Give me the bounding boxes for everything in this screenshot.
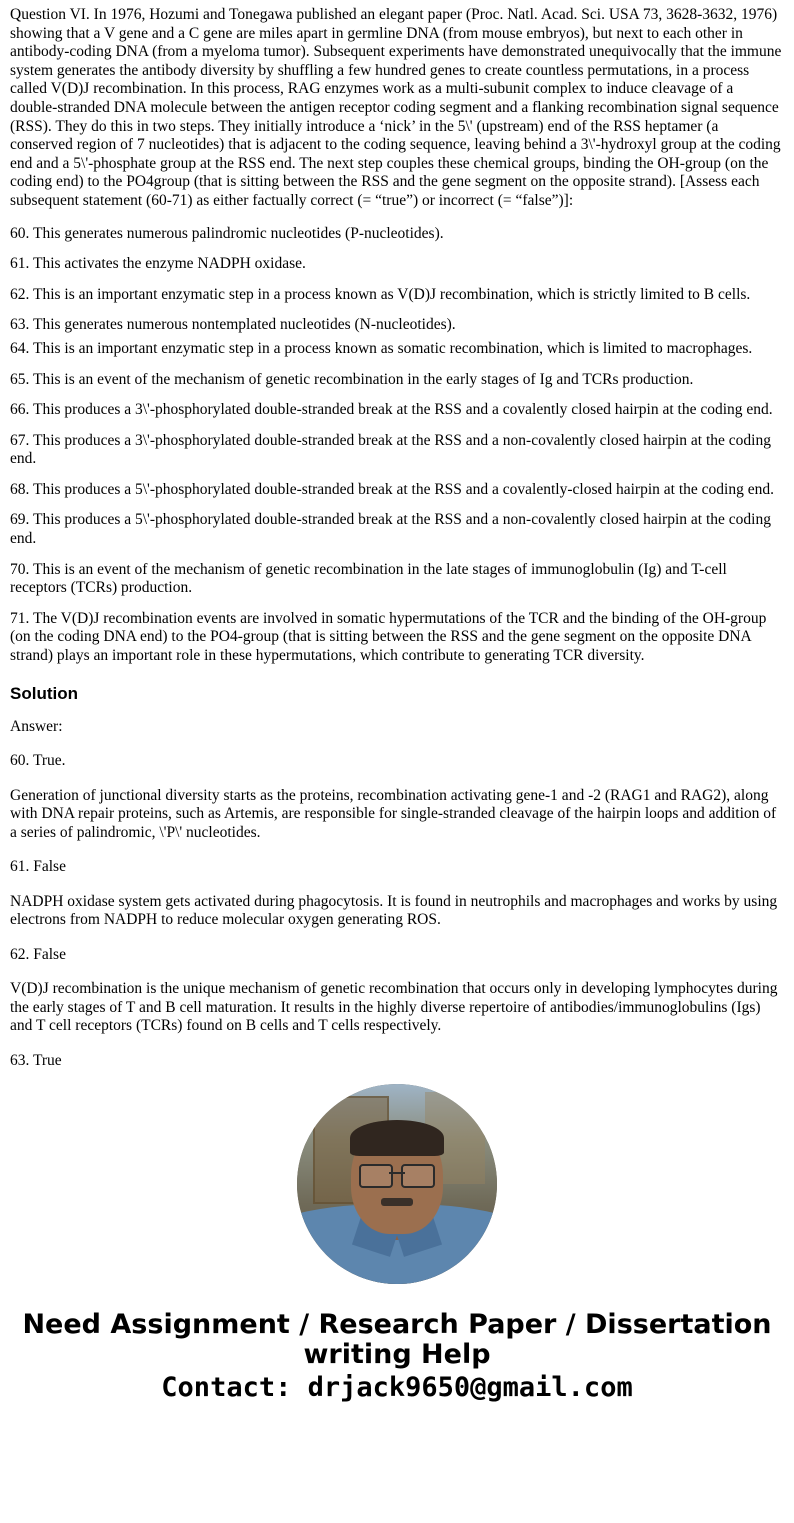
statement-69: 69. This produces a 5\'-phosphorylated double-stranded break at the RSS and a non-covalently closed hairpin at the coding end. [10,511,771,548]
statement-60: 60. This generates numerous palindromic nucleotides (P-nucleotides). [10,224,444,242]
avatar-glasses-right [401,1164,435,1188]
solution-heading: Solution [10,683,78,703]
avatar-glasses-left [359,1164,393,1188]
answer-explanation-62: V(D)J recombination is the unique mechanism of genetic recombination that occurs only in developing lymphocytes during the early stages of T and B cell maturation. It results in the highly diverse repertoire of antibodies/immunoglobulins (Igs) and T cell receptors (TCRs) found on B cells and T cells respectively. [10,980,778,1035]
statement-64: 64. This is an important enzymatic step in a process known as somatic recombination, which is limited to macrophages. [10,339,753,357]
statement-63: 63. This generates numerous nontemplated nucleotides (N-nucleotides). [10,316,456,334]
cta-contact: Contact: drjack9650@gmail.com [161,1372,633,1404]
statement-65: 65. This is an event of the mechanism of genetic recombination in the early stages of Ig and TCRs production. [10,370,694,388]
statement-62: 62. This is an important enzymatic step in a process known as V(D)J recombination, which is strictly limited to B cells. [10,285,751,303]
answer-explanation-60: Generation of junctional diversity starts as the proteins, recombination activating gene-1 and -2 (RAG1 and RAG2), along with DNA repair proteins, such as Artemis, are responsible for single-stranded cleavage of the hairpin loops and addition of a series of palindromic, \'P\' nucleotides. [10,786,777,841]
avatar [297,1084,497,1284]
avatar-moustache [381,1198,413,1206]
cta-line-1: Need Assignment / Research Paper / Dissertation [22,1308,772,1340]
answer-verdict-62: 62. False [10,945,66,963]
cta-line-2: writing Help [303,1339,491,1371]
cta-heading [10,1310,784,1370]
avatar-glasses-bridge [389,1172,405,1174]
answer-verdict-63-truncated: 63. True [10,1051,62,1066]
answer-explanation-61: NADPH oxidase system gets activated during phagocytosis. It is found in neutrophils and macrophages and works by using electrons from NADPH to reduce molecular oxygen generating ROS. [10,892,778,929]
statement-61: 61. This activates the enzyme NADPH oxidase. [10,255,306,273]
avatar-wrapper [10,1084,784,1284]
answer-verdict-61: 61. False [10,858,66,876]
avatar-hair [350,1120,444,1156]
statement-70: 70. This is an event of the mechanism of genetic recombination in the late stages of immunoglobulin (Ig) and T-cell receptors (TCRs) production. [10,560,727,597]
question-intro: Question VI. In 1976, Hozumi and Tonegawa published an elegant paper (Proc. Natl. Acad. Sci. USA 73, 3628-3632, 1976) showing that a V gene and a C gene are miles apart in germline DNA (from mouse embryos), but next to each other in antibody-coding DNA (from a myeloma tumor). Subsequent experiments have demonstrated unequivocally that the immune system generates the antibody diversity by shuffling a few hundred genes to create countless permutations, in a process called V(D)J recombination. In this process, RAG enzymes work as a multi-subunit complex to induce cleavage of a double-stranded DNA molecule between the antigen receptor coding segment and a flanking recombination signal sequence (RSS). They do this in two steps. They initially introduce a ‘nick’ in the 5\' (upstream) end of the RSS heptamer (a conserved region of 7 nucleotides) that is adjacent to the coding sequence, leaving behind a 3\'-hydroxyl group at the coding end and a 5\'-phosphate group at the RSS end. The next step couples these chemical groups, binding the OH-group (on the coding end) to the PO4group (that is sitting between the RSS and the gene segment on the opposite strand). [Assess each subsequent statement (60-71) as either factually correct (= “true”) or incorrect (= “false”)]: [10,6,782,209]
footer-section [0,1084,794,1405]
answer-verdict-60: 60. True. [10,752,66,770]
statement-68: 68. This produces a 5\'-phosphorylated double-stranded break at the RSS and a covalently-closed hairpin at the coding end. [10,480,774,498]
statement-71: 71. The V(D)J recombination events are involved in somatic hypermutations of the TCR and the binding of the OH-group (on the coding DNA end) to the PO4-group (that is sitting between the RSS and the gene segment on the opposite DNA strand) plays an important role in these hypermutations, which contribute to generating TCR diversity. [10,609,767,665]
answer-label: Answer: [10,718,63,736]
statement-67: 67. This produces a 3\'-phosphorylated double-stranded break at the RSS and a non-covalently closed hairpin at the coding end. [10,431,771,468]
statement-66: 66. This produces a 3\'-phosphorylated double-stranded break at the RSS and a covalently closed hairpin at the coding end. [10,401,773,419]
